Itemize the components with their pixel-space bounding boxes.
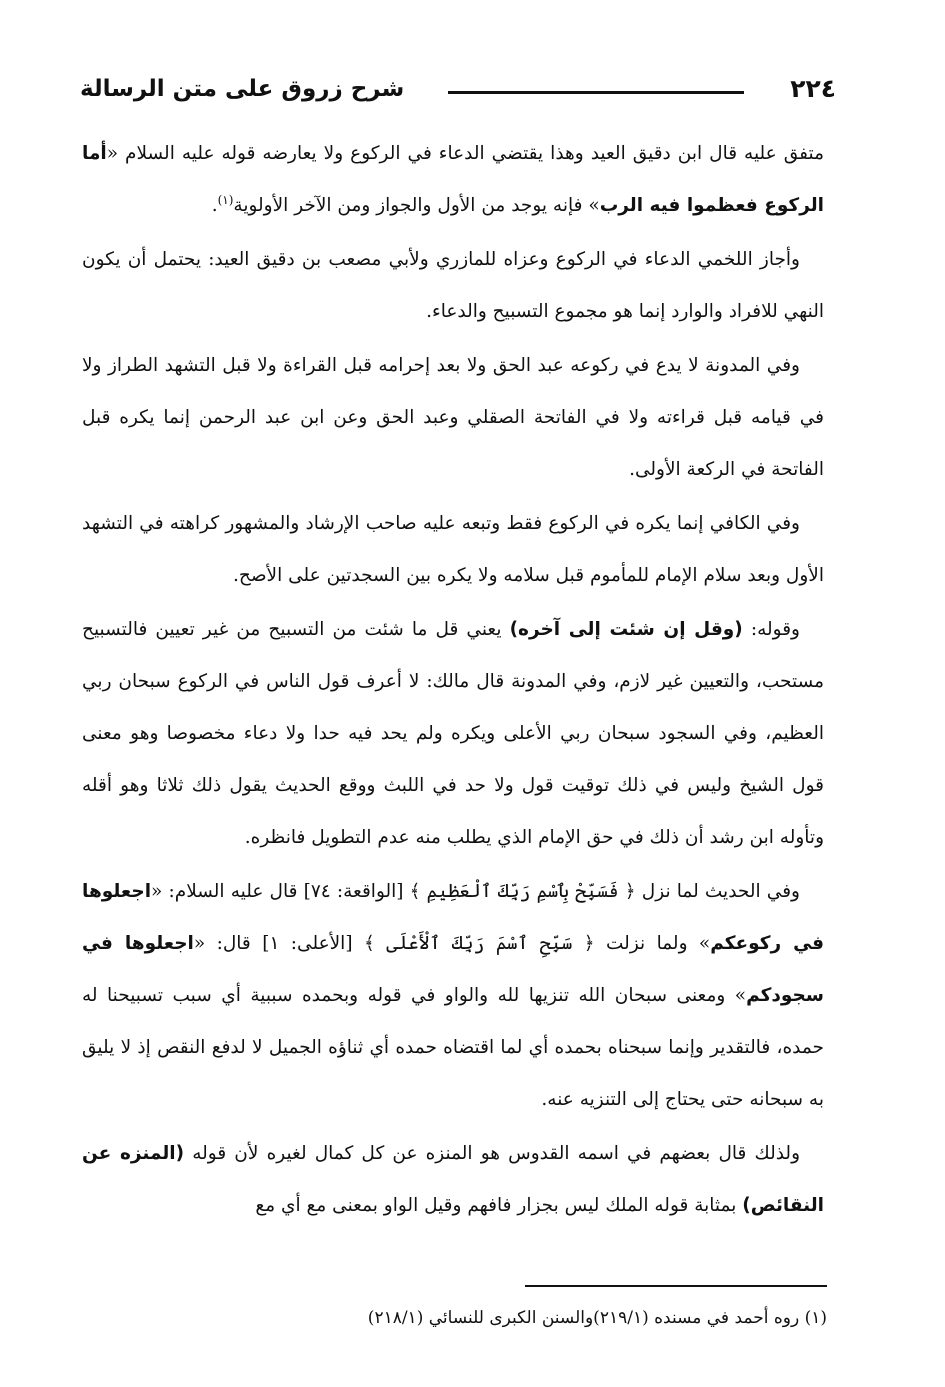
- hadith-quote: اجعلوها في ركوعكم: [82, 881, 824, 954]
- matn-quote: (وقل إن شئت إلى آخره): [509, 619, 743, 640]
- running-title: شرح زروق على متن الرسالة: [80, 76, 405, 102]
- paragraph-1: [82, 128, 824, 232]
- paragraph-text: ولذلك قال بعضهم في اسمه القدوس هو المنزه عن كل كمال لغيره لأن قوله: [184, 1143, 800, 1164]
- paragraph-text: متفق عليه قال ابن دقيق العيد وهذا يقتضي الدعاء في الركوع ولا يعارضه قوله عليه السلام «: [106, 143, 824, 164]
- matn-quote: (المنزه عن النقائص): [82, 1143, 824, 1216]
- hadith-quote: أما الركوع فعظموا فيه الرب: [82, 143, 824, 216]
- verse-reference: [الواقعة: ٧٤]: [297, 881, 410, 902]
- paragraph-2: وأجاز اللخمي الدعاء في الركوع وعزاه للمازري ولأبي مصعب بن دقيق العيد: يحتمل أن يكون النهي للافراد والوارد إنما هو مجموع التسبيح والدعاء.: [82, 249, 824, 322]
- paragraph-3: وفي المدونة لا يدع في ركوعه عبد الحق ولا بعد إحرامه قبل القراءة ولا قبل التشهد الطراز ولا في قيامه قبل قراءته ولا في الفاتحة الصقلي وعبد الحق وعن ابن عبد الرحمن إنما يكره قبل الفاتحة في الركعة الأولى.: [82, 355, 824, 480]
- paragraph-text: يعني قل ما شئت من التسبيح من غير تعيين فالتسبيح مستحب، والتعيين غير لازم، وفي المدونة قال مالك: لا أعرف قول الناس في الركوع سبحان ربي العظيم، وفي السجود سبحان ربي الأعلى ويكره ولم يحد فيه حدا ولا دعاء مخصوصا وهو معنى قول الشيخ وليس في ذلك توقيت قول ولا حد في اللبث ووقع الحديث يقول ذلك ثلاثا وهو أقله وتأوله ابن رشد أن ذلك في حق الإمام الذي يطلب منه عدم التطويل فانظره.: [82, 619, 824, 848]
- paragraph-text: » فإنه يوجد من الأول والجواز ومن الآخر الأولوية: [233, 195, 600, 216]
- paragraph-6: [82, 866, 824, 1126]
- page-number: ٢٢٤: [790, 74, 836, 103]
- paragraph-text: بمثابة قوله الملك ليس بجزار فافهم وقيل الواو بمعنى مع أي مع: [255, 1195, 743, 1216]
- verse-reference: [الأعلى: ١]: [250, 933, 364, 954]
- footnote: (١) روه أحمد في مسنده (٢١٩/١)والسنن الكبرى للنسائي (٢١٨/١): [367, 1308, 827, 1328]
- paragraph-7: [82, 1128, 824, 1232]
- page-header: [80, 70, 840, 110]
- paragraph-text: .: [211, 195, 218, 216]
- body-text: [82, 128, 824, 1234]
- paragraph-text: وقوله:: [742, 619, 800, 640]
- paragraph-4: وفي الكافي إنما يكره في الركوع فقط وتبعه عليه صاحب الإرشاد والمشهور كراهته في التشهد الأول وبعد سلام الإمام للمأموم قبل سلامه ولا يكره بين السجدتين على الأصح.: [82, 513, 824, 586]
- hadith-quote: اجعلوها في سجودكم: [82, 933, 824, 1006]
- paragraph-text: » ولما نزلت: [594, 933, 711, 954]
- footnote-marker: (١): [217, 192, 234, 207]
- quran-verse: ﴿ فَسَبِّحْ بِٱسْمِ رَبِّكَ ٱلْعَظِيمِ ﴾: [409, 881, 636, 902]
- paragraph-text: » ومعنى سبحان الله تنزيها لله والواو في قوله وبحمده سببية أي سبب تسبيحنا له حمده، فالتقدير وإنما سبحناه بحمده أي لما اقتضاه حمده أي ثناؤه الجميل لا لدفع النقص إذ لا يليق به سبحانه حتى يحتاج إلى التنزيه عنه.: [82, 985, 824, 1110]
- quran-verse: ﴿ سَبِّحِ ٱسْمَ رَبِّكَ ٱلْأَعْلَى ﴾: [363, 933, 595, 954]
- paragraph-text: قال عليه السلام: «: [151, 881, 298, 902]
- header-rule: [448, 91, 744, 94]
- paragraph-text: وفي الحديث لما نزل: [635, 881, 800, 902]
- footnote-rule: [525, 1285, 827, 1287]
- paragraph-5: [82, 604, 824, 864]
- paragraph-text: قال: «: [193, 933, 251, 954]
